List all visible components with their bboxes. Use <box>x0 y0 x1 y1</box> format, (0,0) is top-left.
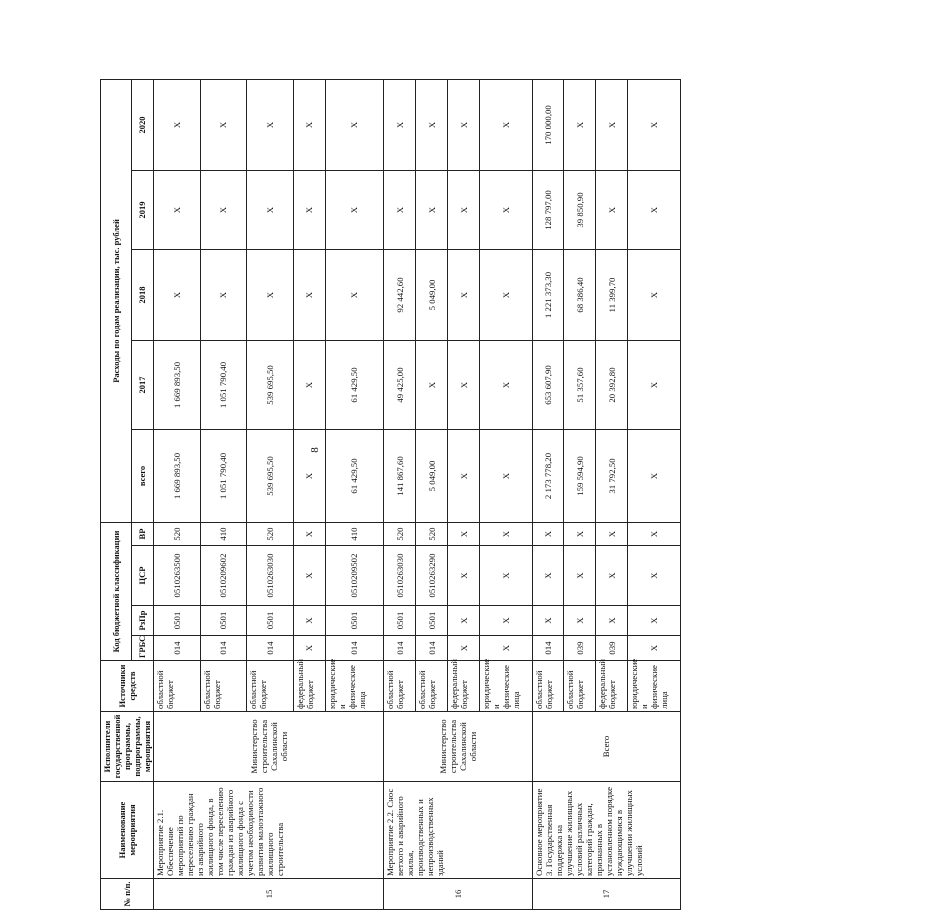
row-source: областной бюджет <box>247 661 294 712</box>
row-name: Мероприятие 2.1. Обеспечение мероприятий по переселению граждан из аварийного жилищного фонда, в том числе переселению граждан из аварийного жилищного фонда с учетом необходимости развития малоэтажного жилищного строительства <box>154 782 384 879</box>
header-budget-code: Код бюджетной классификации <box>101 523 132 661</box>
cell-grbs: X <box>293 636 325 661</box>
cell-grbs: X <box>628 636 681 661</box>
cell-vr: 410 <box>200 523 247 546</box>
row-source: юридические и физические лица <box>325 661 384 712</box>
cell-y2019: X <box>293 171 325 250</box>
cell-csr: 0510263030 <box>247 546 294 606</box>
cell-grbs: 014 <box>416 636 448 661</box>
cell-csr: X <box>564 546 596 606</box>
cell-total: 1 051 790,40 <box>200 430 247 523</box>
row-executor: Министерство строительства Сахалинской области <box>154 712 384 782</box>
cell-vr: X <box>628 523 681 546</box>
header-expenses: Расходы по годам реализации, тыс. рублей <box>101 79 132 522</box>
cell-csr: X <box>596 546 628 606</box>
cell-csr: 0510263500 <box>154 546 201 606</box>
cell-csr: 0510263290 <box>416 546 448 606</box>
cell-y2019: 128 797,00 <box>532 171 564 250</box>
table-row <box>154 79 201 909</box>
cell-total: 141 867,60 <box>384 430 416 523</box>
cell-grbs: 014 <box>532 636 564 661</box>
cell-vr: 520 <box>247 523 294 546</box>
cell-csr: 0510263030 <box>384 546 416 606</box>
cell-y2017: X <box>448 341 480 430</box>
cell-y2019: X <box>628 171 681 250</box>
cell-y2020: X <box>596 79 628 170</box>
row-source: областной бюджет <box>154 661 201 712</box>
cell-rzpr: 0501 <box>325 606 384 636</box>
cell-grbs: 014 <box>154 636 201 661</box>
cell-vr: 520 <box>416 523 448 546</box>
cell-total: 159 594,90 <box>564 430 596 523</box>
row-source: федеральный бюджет <box>596 661 628 712</box>
cell-rzpr: X <box>532 606 564 636</box>
cell-y2018: X <box>325 250 384 341</box>
cell-vr: X <box>564 523 596 546</box>
cell-grbs: 014 <box>325 636 384 661</box>
cell-vr: 520 <box>384 523 416 546</box>
cell-rzpr: 0501 <box>200 606 247 636</box>
cell-grbs: 039 <box>564 636 596 661</box>
cell-grbs: X <box>479 636 532 661</box>
row-source: областной бюджет <box>416 661 448 712</box>
table-row <box>532 79 564 909</box>
budget-table <box>100 79 681 910</box>
cell-vr: 520 <box>154 523 201 546</box>
cell-rzpr: X <box>596 606 628 636</box>
header-name: Наименование мероприятия <box>101 782 154 879</box>
cell-y2017: 1 051 790,40 <box>200 341 247 430</box>
cell-total: 61 429,50 <box>325 430 384 523</box>
cell-y2020: X <box>448 79 480 170</box>
header-2018: 2018 <box>131 250 153 341</box>
cell-y2020: X <box>628 79 681 170</box>
cell-y2020: 170 000,00 <box>532 79 564 170</box>
row-name: Мероприятие 2.2. Снос ветхого и аварийного жилья, производственных и непроизводственных зданий <box>384 782 532 879</box>
cell-y2019: X <box>448 171 480 250</box>
header-2017: 2017 <box>131 341 153 430</box>
header-2019: 2019 <box>131 171 153 250</box>
cell-y2019: X <box>596 171 628 250</box>
cell-y2018: 92 442,60 <box>384 250 416 341</box>
header-2020: 2020 <box>131 79 153 170</box>
cell-y2018: X <box>200 250 247 341</box>
cell-vr: X <box>596 523 628 546</box>
cell-y2017: X <box>416 341 448 430</box>
cell-total: 5 049,00 <box>416 430 448 523</box>
cell-y2018: 5 049,00 <box>416 250 448 341</box>
cell-csr: X <box>479 546 532 606</box>
cell-y2018: 68 386,40 <box>564 250 596 341</box>
cell-y2017: X <box>479 341 532 430</box>
cell-rzpr: 0501 <box>247 606 294 636</box>
cell-y2017: 653 607,90 <box>532 341 564 430</box>
cell-csr: 0510209502 <box>325 546 384 606</box>
row-source: федеральный бюджет <box>293 661 325 712</box>
cell-rzpr: X <box>293 606 325 636</box>
header-sources: Источники средств <box>101 661 154 712</box>
cell-y2019: X <box>154 171 201 250</box>
header-csr: ЦСР <box>131 546 153 606</box>
cell-y2019: X <box>200 171 247 250</box>
cell-y2018: X <box>448 250 480 341</box>
table-body <box>154 79 681 909</box>
row-source: областной бюджет <box>200 661 247 712</box>
cell-rzpr: 0501 <box>384 606 416 636</box>
cell-y2019: 39 850,90 <box>564 171 596 250</box>
cell-y2018: X <box>628 250 681 341</box>
cell-rzpr: X <box>448 606 480 636</box>
cell-y2017: X <box>293 341 325 430</box>
cell-y2020: X <box>416 79 448 170</box>
cell-y2020: X <box>479 79 532 170</box>
cell-rzpr: 0501 <box>416 606 448 636</box>
cell-y2017: 49 425,00 <box>384 341 416 430</box>
cell-csr: X <box>293 546 325 606</box>
cell-y2018: X <box>479 250 532 341</box>
row-number: 16 <box>384 879 532 910</box>
cell-y2018: 1 221 373,30 <box>532 250 564 341</box>
header-no: № п/п. <box>101 879 154 910</box>
cell-y2017: 20 392,80 <box>596 341 628 430</box>
cell-vr: X <box>293 523 325 546</box>
cell-y2017: 61 429,50 <box>325 341 384 430</box>
row-executor: Министерство строительства Сахалинской области <box>384 712 532 782</box>
header-rzpr: РзПр <box>131 606 153 636</box>
cell-rzpr: X <box>628 606 681 636</box>
header-vr: ВР <box>131 523 153 546</box>
cell-grbs: 014 <box>384 636 416 661</box>
cell-y2017: X <box>628 341 681 430</box>
cell-total: X <box>293 430 325 523</box>
cell-y2019: X <box>247 171 294 250</box>
row-source: федеральный бюджет <box>448 661 480 712</box>
cell-y2018: X <box>154 250 201 341</box>
row-source: областной бюджет <box>564 661 596 712</box>
header-executor: Исполнители государственной программы, подпрограммы, мероприятия <box>101 712 154 782</box>
row-source: юридические и физические лица <box>628 661 681 712</box>
rotated-table-frame <box>100 105 930 910</box>
cell-vr: X <box>532 523 564 546</box>
cell-y2019: X <box>416 171 448 250</box>
cell-y2020: X <box>325 79 384 170</box>
cell-y2019: X <box>384 171 416 250</box>
cell-total: 2 173 778,20 <box>532 430 564 523</box>
cell-vr: X <box>448 523 480 546</box>
cell-y2020: X <box>200 79 247 170</box>
cell-total: X <box>479 430 532 523</box>
cell-y2019: X <box>325 171 384 250</box>
cell-grbs: 014 <box>200 636 247 661</box>
row-source: областной бюджет <box>532 661 564 712</box>
cell-total: 31 792,50 <box>596 430 628 523</box>
cell-y2018: 11 399,70 <box>596 250 628 341</box>
cell-rzpr: 0501 <box>154 606 201 636</box>
cell-total: 1 669 893,50 <box>154 430 201 523</box>
row-source: юридические и физические лица <box>479 661 532 712</box>
cell-total: X <box>628 430 681 523</box>
cell-rzpr: X <box>564 606 596 636</box>
row-number: 15 <box>154 879 384 910</box>
cell-vr: X <box>479 523 532 546</box>
cell-grbs: 039 <box>596 636 628 661</box>
cell-y2017: 1 669 893,50 <box>154 341 201 430</box>
cell-total: 539 695,50 <box>247 430 294 523</box>
header-total: всего <box>131 430 153 523</box>
row-executor: Всего <box>532 712 680 782</box>
header-grbs: ГРБС <box>131 636 153 661</box>
page-number: 8 <box>308 447 321 453</box>
cell-y2020: X <box>564 79 596 170</box>
row-number: 17 <box>532 879 680 910</box>
cell-total: X <box>448 430 480 523</box>
cell-rzpr: X <box>479 606 532 636</box>
cell-csr: X <box>448 546 480 606</box>
cell-y2017: 539 695,50 <box>247 341 294 430</box>
cell-y2017: 51 357,60 <box>564 341 596 430</box>
row-source: областной бюджет <box>384 661 416 712</box>
cell-y2018: X <box>247 250 294 341</box>
cell-grbs: X <box>448 636 480 661</box>
row-name: Основное мероприятие 3. Государственная поддержка на улучшение жилищных условий различных категорий граждан, признанных в установленном порядке нуждающимися в улучшении жилищных условий <box>532 782 680 879</box>
cell-y2019: X <box>479 171 532 250</box>
table-row <box>384 79 416 909</box>
cell-csr: X <box>628 546 681 606</box>
cell-y2020: X <box>384 79 416 170</box>
cell-y2018: X <box>293 250 325 341</box>
cell-vr: 410 <box>325 523 384 546</box>
cell-y2020: X <box>293 79 325 170</box>
cell-csr: 0510209602 <box>200 546 247 606</box>
cell-grbs: 014 <box>247 636 294 661</box>
cell-csr: X <box>532 546 564 606</box>
cell-y2020: X <box>154 79 201 170</box>
cell-y2020: X <box>247 79 294 170</box>
